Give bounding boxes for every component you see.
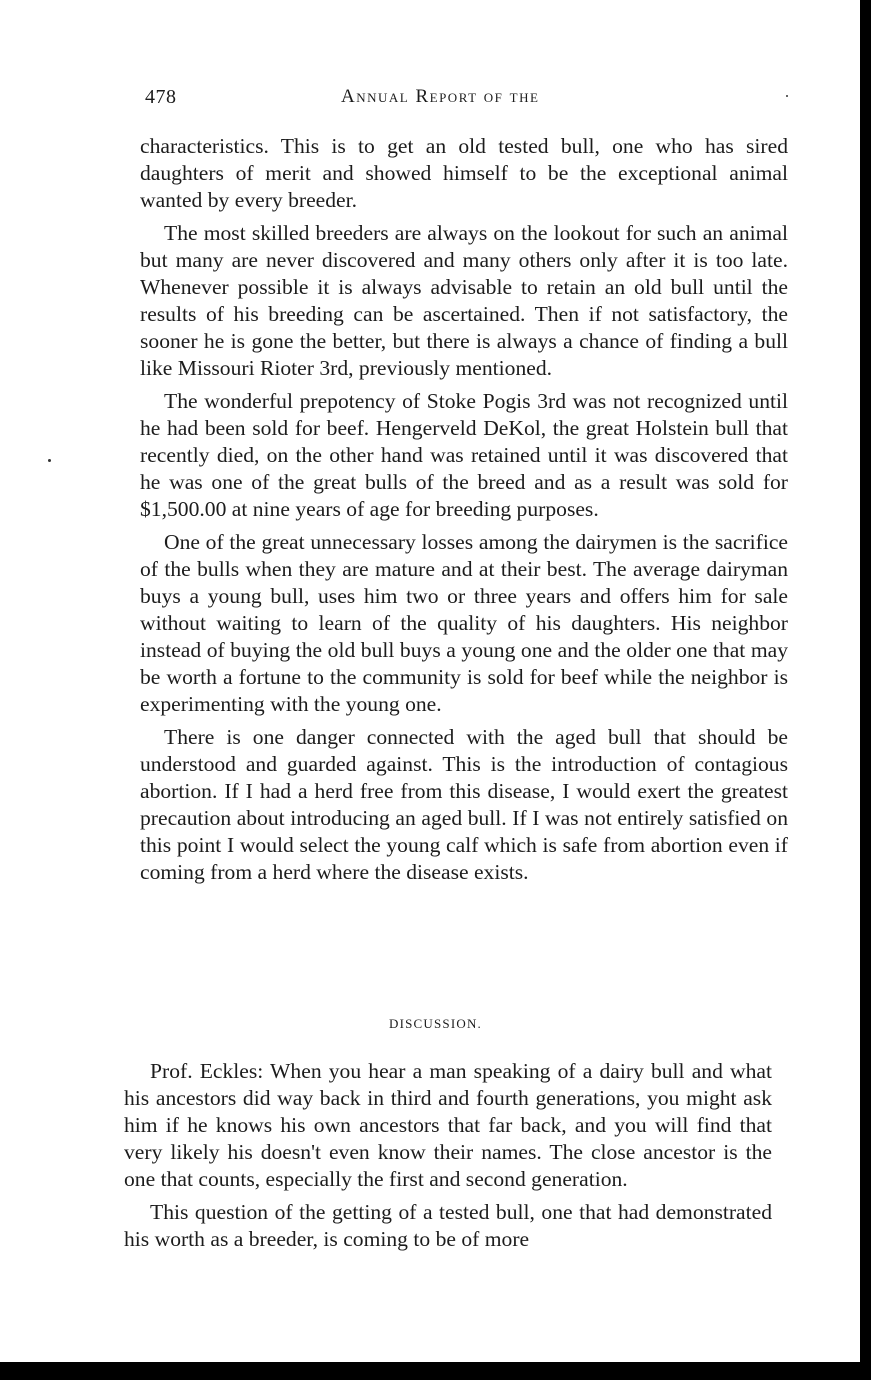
scan-speck — [48, 459, 51, 462]
page-header — [145, 86, 785, 116]
paragraph-3: The wonderful prepotency of Stoke Pogis 3rd was not recognized until he had been sold for beef. Hengerveld DeKol, the great Holstein bull that recently died, on the other hand was retained until it was discovered that he was one of the great bulls of the breed and as a result was sold for $1,500.00 at nine years of age for breeding purposes. — [140, 389, 788, 521]
discussion-text — [124, 1058, 772, 1259]
paragraph-2: The most skilled breeders are always on the lookout for such an animal but many are never discovered and many others only after it is too late. Whenever possible it is always advisable to retain an old bull until the results of his breeding can be ascertained. Then if not satisfactory, the sooner he is gone the better, but there is always a chance of finding a bull like Missouri Rioter 3rd, previously mentioned. — [140, 221, 788, 380]
page-number: 478 — [145, 86, 177, 108]
scan-edge-bottom — [0, 1362, 871, 1380]
running-head: Annual Report of the — [341, 86, 540, 107]
scan-edge-right — [860, 0, 871, 1380]
paragraph-4: One of the great unnecessary losses among the dairymen is the sacrifice of the bulls when they are mature and at their best. The average dairyman buys a young bull, uses him two or three years and offers him for sale without waiting to learn of the quality of his daughters. His neighbor instead of buying the old bull buys a young one and the older one that may be worth a fortune to the community is sold for beef while the neighbor is experimenting with the young one. — [140, 530, 788, 716]
paragraph-1: characteristics. This is to get an old tested bull, one who has sired daughters of merit and showed himself to be the exceptional animal wanted by every breeder. — [140, 134, 788, 212]
discussion-paragraph-2: This question of the getting of a tested bull, one that had demonstrated his worth as a breeder, is coming to be of more — [124, 1200, 772, 1251]
body-text — [140, 133, 788, 892]
section-heading-discussion: DISCUSSION. — [388, 1016, 483, 1031]
discussion-paragraph-1: Prof. Eckles: When you hear a man speaking of a dairy bull and what his ancestors did way back in third and fourth generations, you might ask him if he knows his own ancestors that far back, and you will find that very likely his doesn't even know their names. The close ancestor is the one that counts, especially the first and second generation. — [124, 1059, 772, 1191]
paragraph-5: There is one danger connected with the aged bull that should be understood and guarded against. This is the introduction of contagious abortion. If I had a herd free from this disease, I would exert the greatest precaution about introducing an aged bull. If I was not entirely satisfied on this point I would select the young calf which is safe from abortion even if coming from a herd where the disease exists. — [140, 725, 788, 884]
scan-speck — [786, 95, 788, 97]
